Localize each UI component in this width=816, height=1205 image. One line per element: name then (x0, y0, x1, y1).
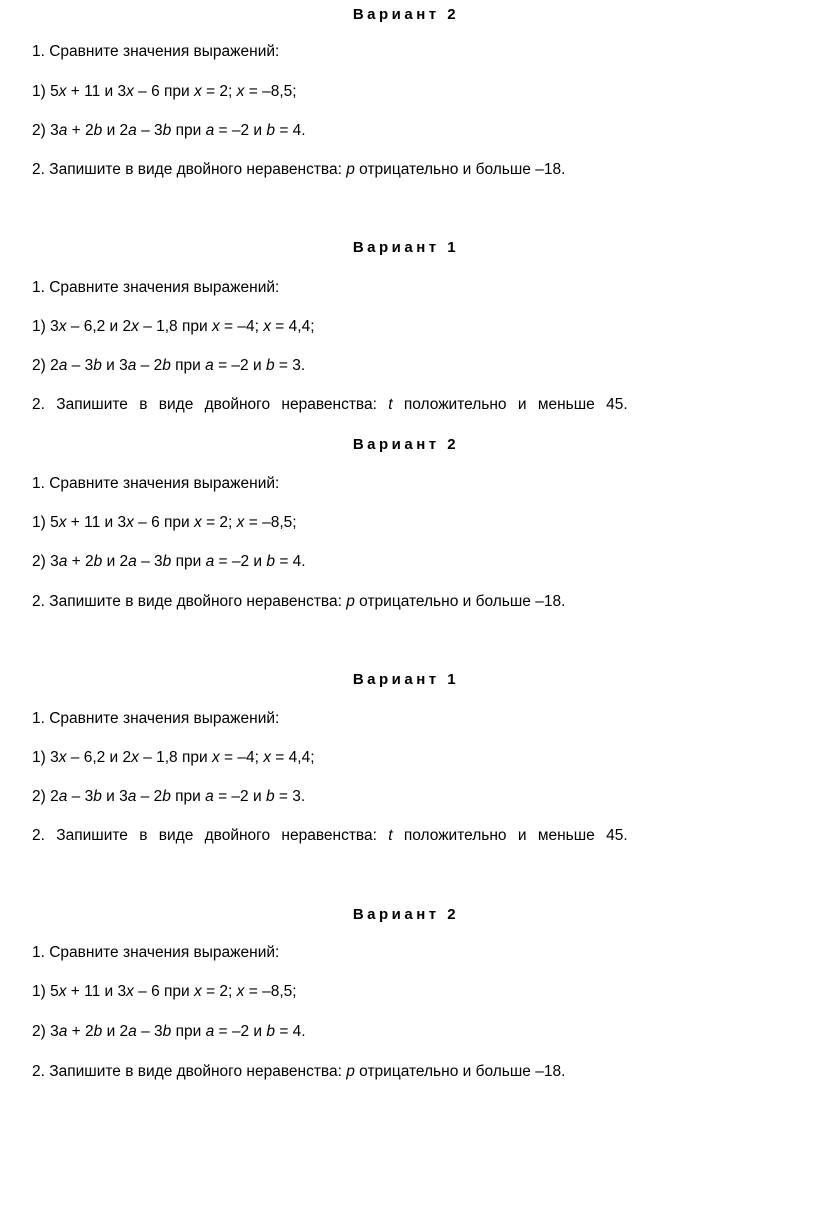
task2-line: 2. Запишите в виде двойного неравенства: p отрицательно и больше –18. (32, 161, 566, 178)
task1-item-1: 1) 3x – 6,2 и 2x – 1,8 при x = –4; x = 4,4; (32, 318, 315, 335)
task1-header: 1. Сравните значения выражений: (32, 279, 280, 296)
task2-line: 2. Запишите в виде двойного неравенства: t положительно и меньше 45. (32, 396, 628, 413)
task2-line: 2. Запишите в виде двойного неравенства: p отрицательно и больше –18. (32, 1063, 566, 1080)
task1-item-1: 1) 5x + 11 и 3x – 6 при x = 2; x = –8,5; (32, 83, 297, 100)
variant-block (32, 435, 772, 610)
task2-line: 2. Запишите в виде двойного неравенства: p отрицательно и больше –18. (32, 593, 566, 610)
variant-title: Вариант 2 (352, 6, 460, 23)
task1-item-2: 2) 3a + 2b и 2a – 3b при a = –2 и b = 4. (32, 122, 306, 139)
task1-item-2: 2) 2a – 3b и 3a – 2b при a = –2 и b = 3. (32, 788, 306, 805)
task1-header: 1. Сравните значения выражений: (32, 475, 280, 492)
task1-item-2: 2) 3a + 2b и 2a – 3b при a = –2 и b = 4. (32, 553, 306, 570)
task1-header: 1. Сравните значения выражений: (32, 710, 280, 727)
variant-title: Вариант 1 (352, 239, 460, 256)
task1-header: 1. Сравните значения выражений: (32, 944, 280, 961)
task1-item-2: 2) 2a – 3b и 3a – 2b при a = –2 и b = 3. (32, 357, 306, 374)
task1-item-1: 1) 3x – 6,2 и 2x – 1,8 при x = –4; x = 4,4; (32, 749, 315, 766)
task2-line: 2. Запишите в виде двойного неравенства: t положительно и меньше 45. (32, 827, 628, 844)
task1-header: 1. Сравните значения выражений: (32, 43, 280, 60)
task1-item-2: 2) 3a + 2b и 2a – 3b при a = –2 и b = 4. (32, 1023, 306, 1040)
variant-block (32, 670, 772, 844)
task1-item-1: 1) 5x + 11 и 3x – 6 при x = 2; x = –8,5; (32, 983, 297, 1000)
variant-block (32, 905, 772, 1080)
variant-title: Вариант 2 (352, 436, 460, 453)
variant-block (32, 5, 772, 178)
task1-item-1: 1) 5x + 11 и 3x – 6 при x = 2; x = –8,5; (32, 514, 297, 531)
variant-block (32, 238, 772, 413)
variant-title: Вариант 2 (352, 906, 460, 923)
variant-title: Вариант 1 (352, 671, 460, 688)
